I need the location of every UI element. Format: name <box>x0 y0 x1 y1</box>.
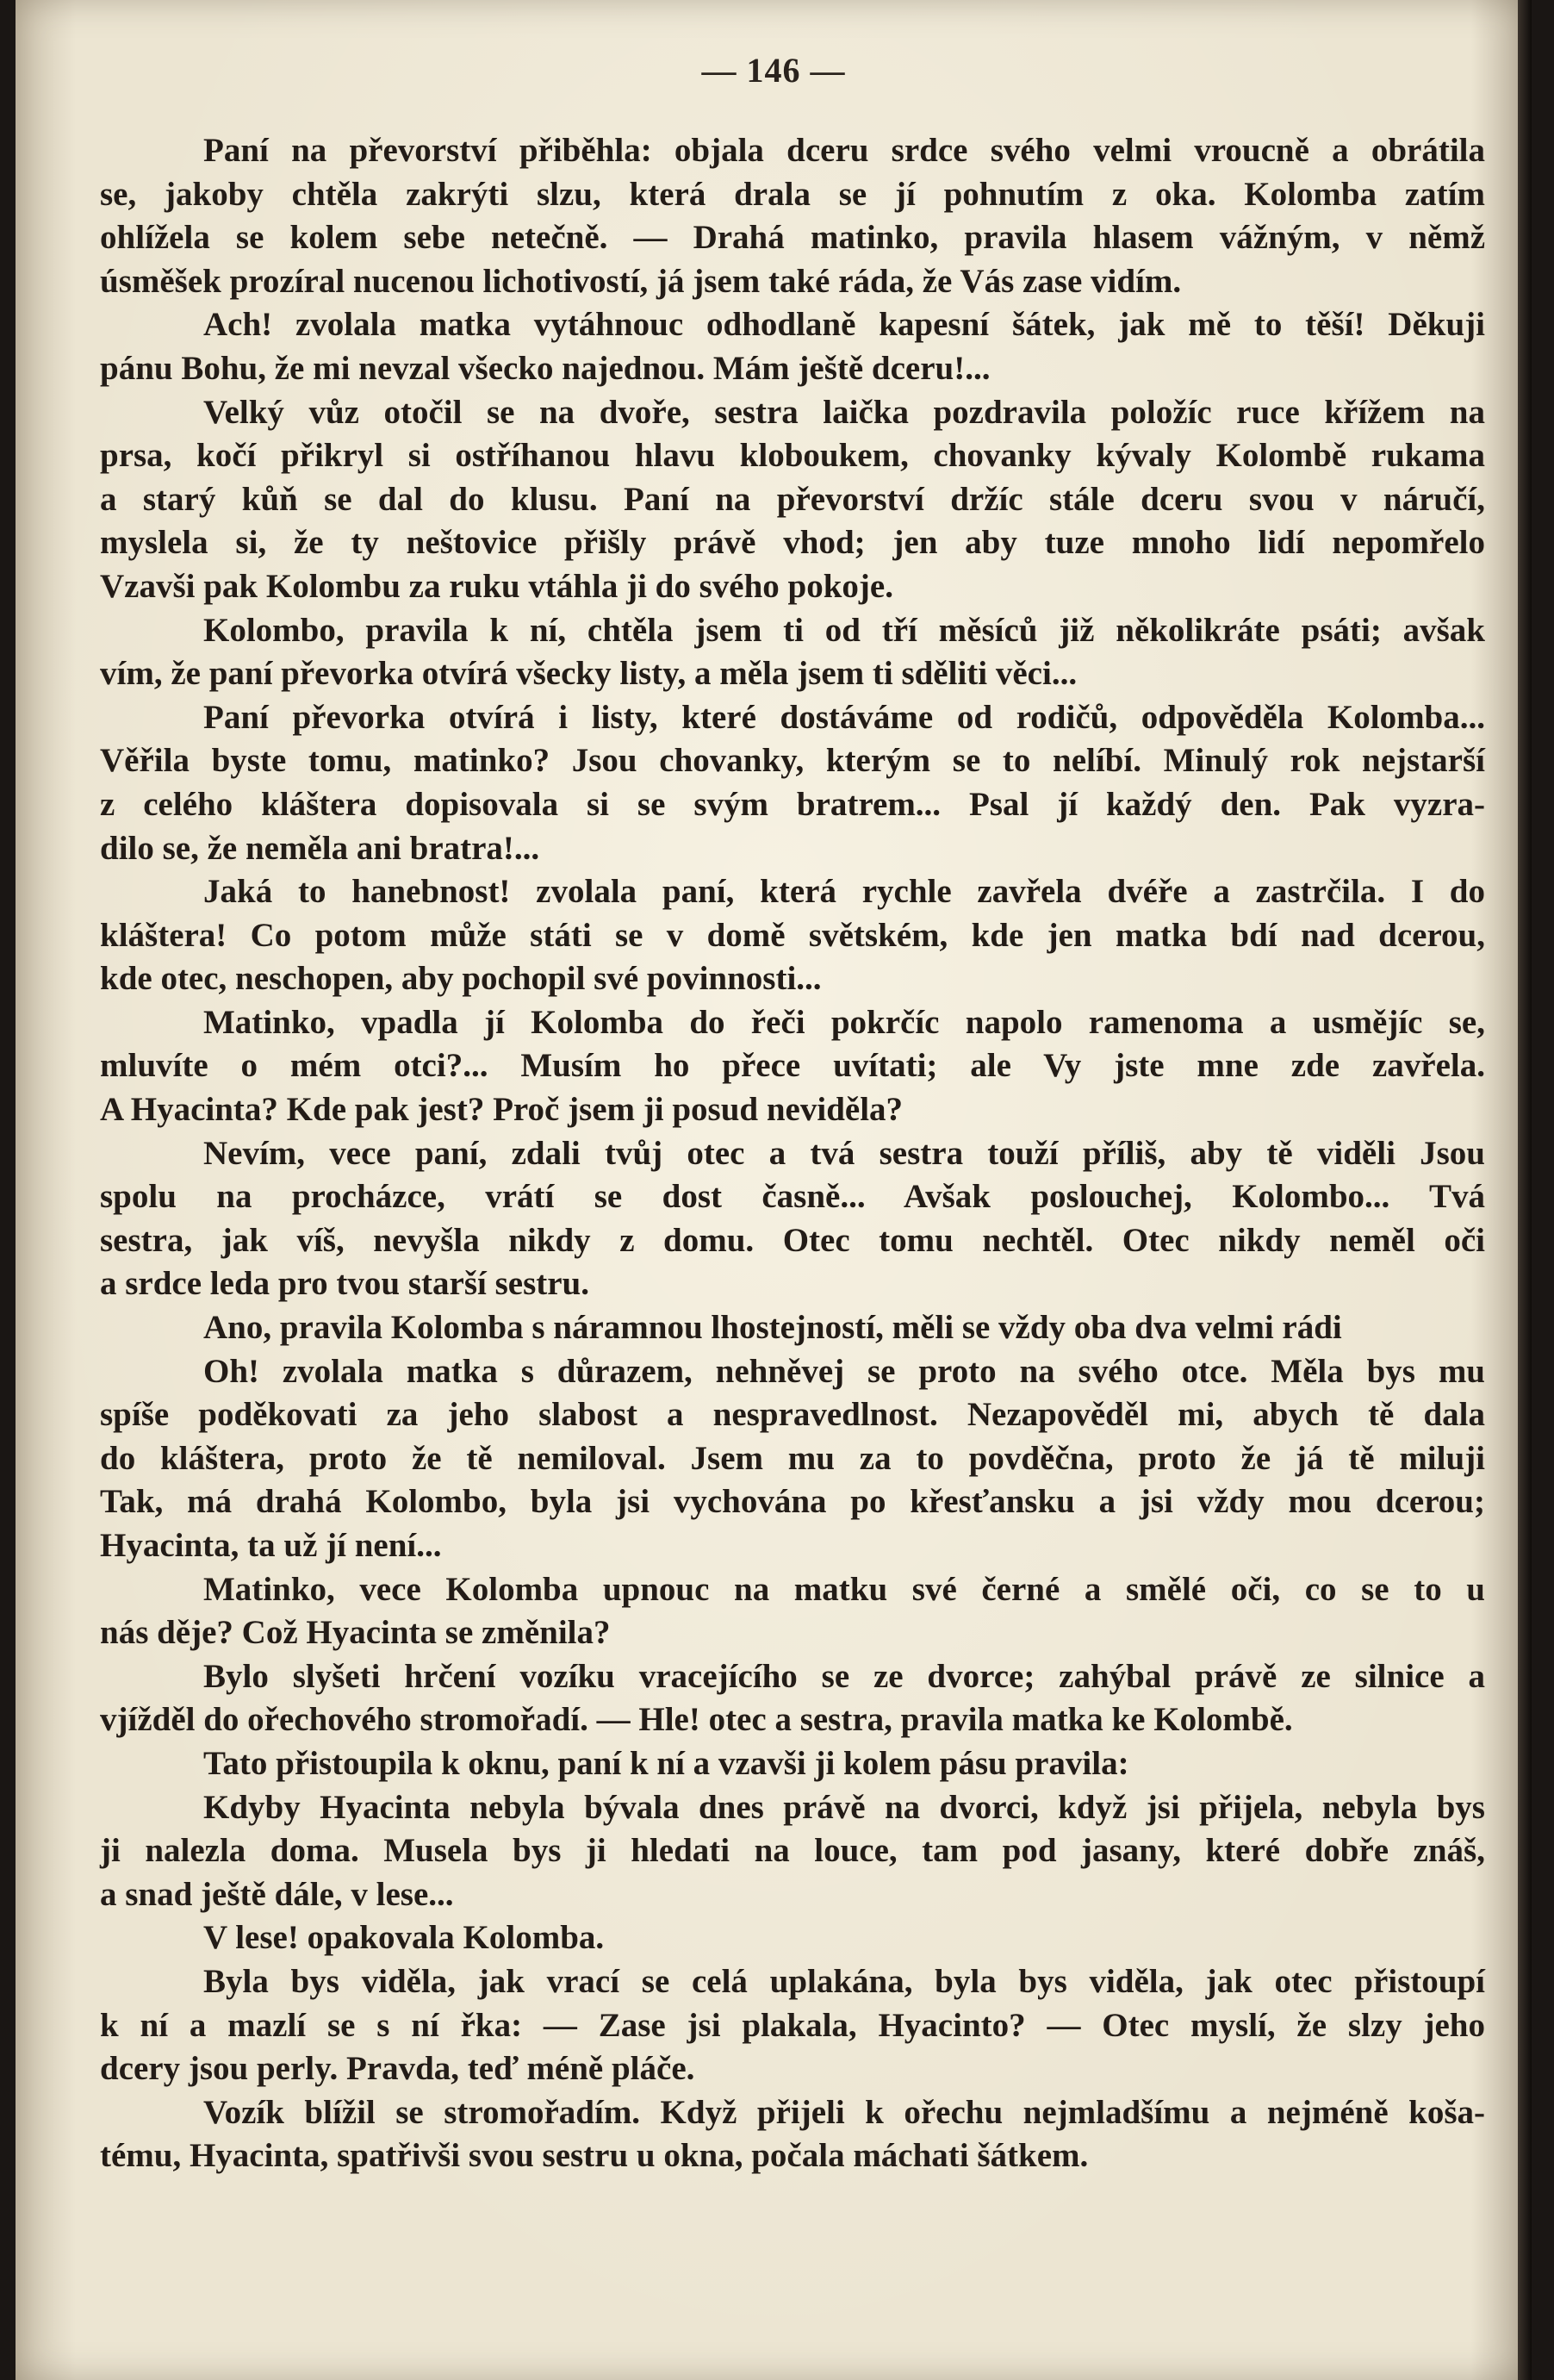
paragraph <box>100 1916 1485 1960</box>
text-line: A Hyacinta? Kde pak jest? Proč jsem ji posud neviděla? <box>100 1091 904 1129</box>
text-line: tému, Hyacinta, spatřivši svou sestru u okna, počala máchati šátkem. <box>100 2137 1089 2175</box>
text-line: Oh! zvolala matka s důrazem, nehněvej se proto na svého otce. Měla bys mu <box>203 1352 1485 1390</box>
text-line: Vzavši pak Kolombu za ruku vtáhla ji do svého pokoje. <box>100 567 893 605</box>
text-line: Kdyby Hyacinta nebyla bývala dnes právě na dvorci, když jsi přijela, nebyla bys <box>203 1788 1485 1826</box>
text-line: prsa, kočí přikryl si ostříhanou hlavu kloboukem, chovanky kývaly Kolombě rukama <box>100 437 1485 475</box>
text-line: Matinko, vpadla jí Kolomba do řeči pokrčíc napolo ramenoma a usmějíc se, <box>203 1003 1485 1041</box>
text-line: nás děje? Což Hyacinta se změnila? <box>100 1614 611 1652</box>
text-line: sestra, jak víš, nevyšla nikdy z domu. Otec tomu nechtěl. Otec nikdy neměl oči <box>100 1221 1485 1259</box>
text-line: Paní na převorství přiběhla: objala dceru srdce svého velmi vroucně a obrátila <box>203 132 1485 169</box>
paragraph <box>100 609 1485 696</box>
text-line: Ach! zvolala matka vytáhnouc odhodlaně kapesní šátek, jak mě to těší! Děkuji <box>203 306 1485 344</box>
text-line: Kolombo, pravila k ní, chtěla jsem ti od tří měsíců již několikráte psáti; avšak <box>203 611 1485 649</box>
book-page <box>16 0 1532 2380</box>
text-line: a snad ještě dále, v lese... <box>100 1875 454 1913</box>
text-line: Nevím, vece paní, zdali tvůj otec a tvá sestra touží příliš, aby tě viděli Jsou <box>203 1134 1485 1172</box>
book-spine-edge <box>1518 0 1532 2380</box>
page-number: — 146 — <box>701 51 846 90</box>
text-line: do kláštera, proto že tě nemiloval. Jsem mu za to povděčna, proto že já tě miluji <box>100 1439 1485 1477</box>
text-line: a srdce leda pro tvou starší sestru. <box>100 1265 589 1303</box>
paragraph <box>100 2091 1485 2178</box>
text-line: Paní převorka otvírá i listy, které dostáváme od rodičů, odpověděla Kolomba... <box>203 698 1485 736</box>
text-line: spíše poděkovati za jeho slabost a nespravedlnost. Nezapověděl mi, abych tě dala <box>100 1396 1485 1434</box>
text-line: kláštera! Co potom může státi se v domě světském, kde jen matka bdí nad dcerou, <box>100 916 1485 954</box>
text-line: ohlížela se kolem sebe netečně. — Drahá matinko, pravila hlasem vážným, v němž <box>100 219 1485 257</box>
text-line: ji nalezla doma. Musela bys ji hledati na louce, tam pod jasany, které dobře znáš, <box>100 1832 1485 1870</box>
paragraph <box>100 303 1485 390</box>
paragraph <box>100 696 1485 870</box>
text-line: Jaká to hanebnost! zvolala paní, která rychle zavřela dvéře a zastrčila. I do <box>203 873 1485 911</box>
paragraph <box>100 1786 1485 1917</box>
paragraph <box>100 1306 1485 1350</box>
text-line: dilo se, že neměla ani bratra!... <box>100 829 540 867</box>
paragraph <box>100 1350 1485 1568</box>
paragraph <box>100 1655 1485 1742</box>
text-line: vjížděl do ořechového stromořadí. — Hle! otec a sestra, pravila matka ke Kolombě. <box>100 1701 1293 1739</box>
text-line: a starý kůň se dal do klusu. Paní na převorství držíc stále dceru svou v náručí, <box>100 480 1485 518</box>
text-line: Tato přistoupila k oknu, paní k ní a vzavši ji kolem pásu pravila: <box>203 1744 1129 1782</box>
paragraph <box>100 391 1485 609</box>
body-text <box>100 129 1485 2178</box>
text-line: Hyacinta, ta už jí není... <box>100 1527 442 1564</box>
text-line: spolu na procházce, vrátí se dost časně... Avšak poslouchej, Kolombo... Tvá <box>100 1178 1485 1216</box>
paragraph <box>100 1001 1485 1132</box>
text-line: pánu Bohu, že mi nevzal všecko najednou. Mám ještě dceru!... <box>100 349 991 387</box>
paragraph <box>100 1568 1485 1655</box>
text-line: z celého kláštera dopisovala si se svým bratrem... Psal jí každý den. Pak vyzra- <box>100 785 1485 823</box>
text-line: úsměšek prozíral nucenou lichotivostí, já jsem také ráda, že Vás zase vidím. <box>100 262 1182 300</box>
paragraph <box>100 1742 1485 1786</box>
text-line: Vozík blížil se stromořadím. Když přijeli k ořechu nejmladšímu a nejméně koša- <box>203 2093 1485 2131</box>
paragraph <box>100 1960 1485 2091</box>
paragraph <box>100 870 1485 1001</box>
text-line: kde otec, neschopen, aby pochopil své povinnosti... <box>100 960 822 998</box>
text-line: Byla bys viděla, jak vrací se celá uplakána, byla bys viděla, jak otec přistoupí <box>203 1962 1485 2000</box>
paragraph <box>100 1132 1485 1306</box>
text-line: k ní a mazlí se s ní řka: — Zase jsi plakala, Hyacinto? — Otec myslí, že slzy jeho <box>100 2006 1485 2044</box>
paragraph <box>100 129 1485 303</box>
text-line: Tak, má drahá Kolombo, byla jsi vychována po křesťansku a jsi vždy mou dcerou; <box>100 1483 1485 1521</box>
text-line: Velký vůz otočil se na dvoře, sestra laička pozdravila položíc ruce křížem na <box>203 393 1485 431</box>
text-line: Bylo slyšeti hrčení vozíku vracejícího se ze dvorce; zahýbal právě ze silnice a <box>203 1657 1485 1695</box>
text-line: se, jakoby chtěla zakrýti slzu, která drala se jí pohnutím z oka. Kolomba zatím <box>100 175 1485 213</box>
text-line: mluvíte o mém otci?... Musím ho přece uvítati; ale Vy jste mne zde zavřela. <box>100 1047 1485 1085</box>
text-line: Ano, pravila Kolomba s náramnou lhostejností, měli se vždy oba dva velmi rádi <box>203 1309 1342 1347</box>
text-line: Matinko, vece Kolomba upnouc na matku své černé a smělé oči, co se to u <box>203 1570 1485 1608</box>
text-line: myslela si, že ty neštovice přišly právě vhod; jen aby tuze mnoho lidí nepomřelo <box>100 524 1485 562</box>
text-line: V lese! opakovala Kolomba. <box>203 1919 605 1957</box>
text-line: dcery jsou perly. Pravda, teď méně pláče. <box>100 2050 695 2088</box>
text-line: Věřila byste tomu, matinko? Jsou chovanky, kterým se to nelíbí. Minulý rok nejstarší <box>100 742 1485 780</box>
text-line: vím, že paní převorka otvírá všecky listy, a měla jsem ti sděliti věci... <box>100 655 1078 693</box>
